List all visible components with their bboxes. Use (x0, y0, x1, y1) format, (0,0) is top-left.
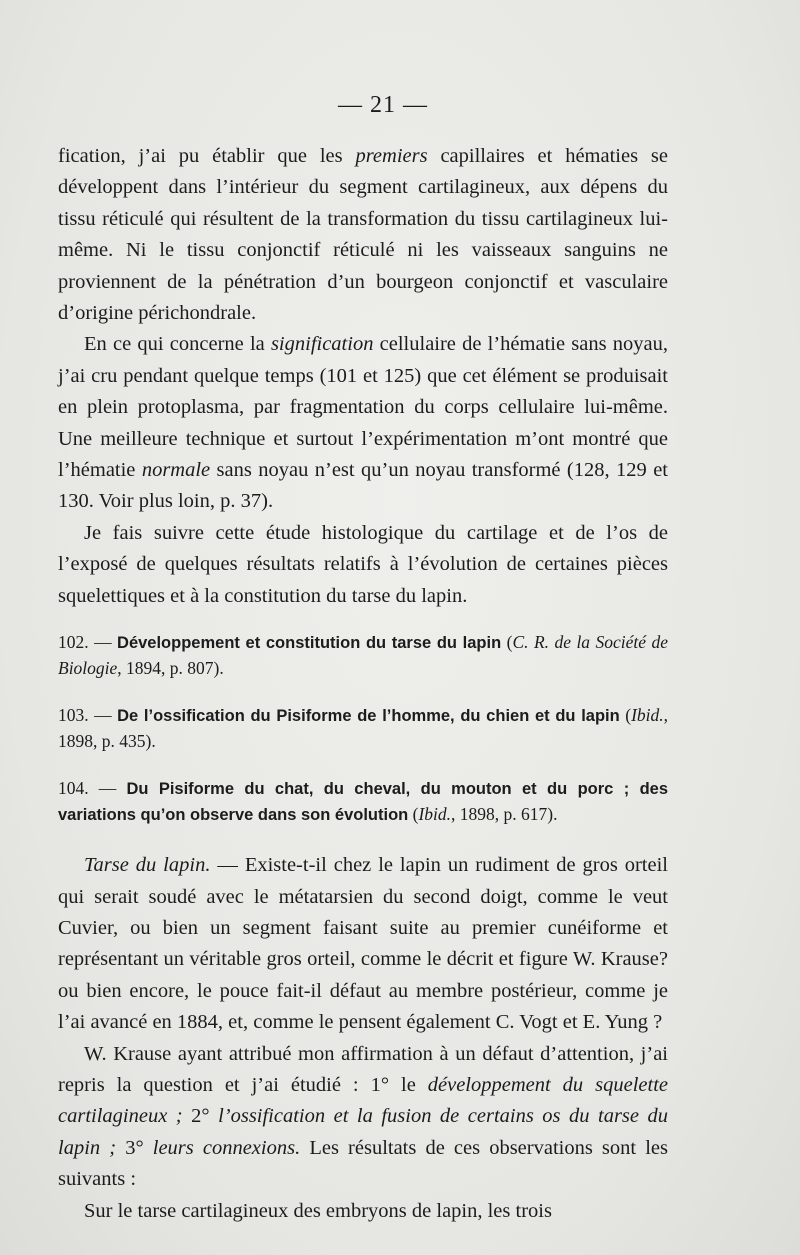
reference-103 (58, 703, 668, 754)
reference-number: 104. — (58, 778, 127, 799)
reference-number: 103. — (58, 705, 118, 726)
page-number: — 21 — (338, 92, 428, 118)
emphasis: développement du squelette cartilagineux ; (58, 1073, 668, 1128)
reference-tail: , 1898, p. 435). (58, 705, 669, 752)
tarse-paragraph-3: Sur le tarse cartilagineux des embryons de lapin, les trois (84, 1199, 552, 1222)
reference-title: De l’ossification du Pisiforme de l’homme, du chien et du lapin (117, 707, 620, 726)
text-run: W. Krause ayant attribué mon affirmation à un défaut d’attention, j’ai repris la question et j’ai étudié : 1° le (58, 1042, 668, 1096)
tarse-paragraph-1 (58, 850, 668, 1038)
intro-paragraph-2 (58, 329, 668, 517)
reference-title: Du Pisiforme du chat, du cheval, du mouton et du porc ; des variations qu’on observe dans son évolution (58, 780, 668, 825)
reference-open: ( (408, 804, 419, 825)
text-run: — Existe-t-il chez le lapin un rudiment de gros orteil qui serait soudé avec le métatarsien du second doigt, comme le veut Cuvier, ou bien un segment faisant suite au premier cunéiforme et représentant un véritable gros orteil, comme le décrit et figure W. Krause? ou bien encore, le pouce fait-il défaut au membre postérieur, comme je l’ai avancé en 1884, et, comme le pensent également C. Vogt et E. Yung ? (58, 854, 668, 1034)
emphasis: l’ossification et la fusion de certains os du tarse du lapin ; (58, 1105, 668, 1159)
text-run: cellulaire de l’hématie sans noyau, j’ai cru pendant quelque temps (101 et 125) que cet élément se produisait en plein protoplasma, par fragmentation du corps cellulaire lui-même. Une meilleure technique et surtout l’expérimentation m’ont montré que l’hématie (58, 333, 668, 482)
text-run: 3° (116, 1136, 153, 1159)
text-run: 2° (182, 1105, 219, 1128)
reference-source: Ibid. (631, 705, 664, 726)
emphasis: leurs connexions. (152, 1136, 301, 1159)
intro-paragraph-1 (58, 141, 668, 329)
text-run: Les résultats de ces observations sont les suivants : (58, 1136, 668, 1191)
reference-open: ( (619, 705, 632, 726)
intro-paragraph-3: Je fais suivre cette étude histologique du cartilage et de l’os de l’exposé de quelques résultats relatifs à l’évolution de certaines pièces squelettiques et à la constitution du tarse du lapin. (58, 521, 668, 607)
tarse-paragraph-2 (58, 1039, 668, 1196)
reference-number: 102. — (58, 632, 118, 653)
section-heading: Tarse du lapin. (84, 854, 211, 877)
text-run: fication, j’ai pu établir que les (58, 145, 356, 167)
reference-104 (58, 776, 668, 828)
reference-list (58, 630, 668, 828)
emphasis: signification (270, 333, 374, 356)
text-run: En ce qui concerne la (84, 333, 271, 356)
text-run: capillaires et hématies se développent dans l’intérieur du segment cartilagineux, aux dépens du tissu réticulé qui résultent de la transformation du tissu cartilagineux lui-même. Ni le tissu conjonctif réticulé ni les vaisseaux sanguins ne proviennent de la pénétration d’un bourgeon conjonctif et vasculaire d’origine périchondrale. (58, 145, 668, 325)
reference-source: Ibid. (418, 804, 452, 825)
reference-title: Développement et constitution du tarse du lapin (117, 634, 502, 653)
text-run: sans noyau n’est qu’un noyau transformé (128, 129 et 130. Voir plus loin, p. 37). (58, 459, 668, 513)
reference-open: ( (501, 632, 513, 653)
emphasis: premiers (355, 145, 428, 167)
tarse-section (58, 850, 668, 1227)
reference-source: C. R. de la Société de Biologie (58, 632, 668, 679)
emphasis: normale (141, 459, 211, 482)
reference-tail: , 1898, p. 617). (451, 804, 558, 825)
reference-tail: , 1894, p. 807). (117, 658, 224, 679)
reference-102 (58, 630, 668, 681)
